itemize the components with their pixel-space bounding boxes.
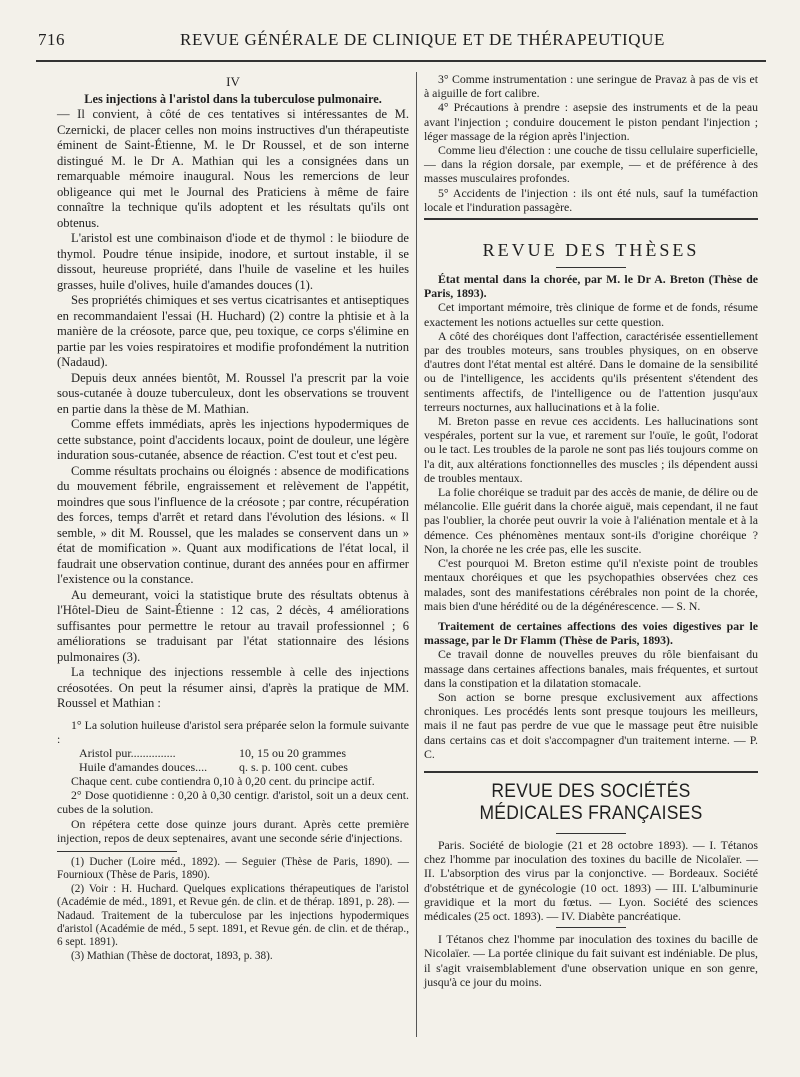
footnotes — [57, 856, 409, 963]
formula-item: Aristol pur............... — [79, 745, 176, 760]
paragraph: 4° Précautions à prendre : asepsie des instruments et de la peau avant l'injection ; conduire doucement le piston pendant l'injection ; léger massage de la région après l'injection. — [424, 100, 758, 143]
formula — [57, 746, 409, 774]
footnote: (1) Ducher (Loire méd., 1892). — Seguier (Thèse de Paris, 1890). — Fournioux (Thèse de Paris, 1890). — [57, 855, 409, 882]
left-column — [57, 72, 409, 963]
right-column — [424, 72, 758, 989]
paragraph: Comme effets immédiats, après les injections hypodermiques de cette substance, point d'accidents locaux, point de douleur, une légère induration sous-cutanée, absence de réaction. C'est tout et c'est peu. — [57, 417, 409, 462]
footnote: (2) Voir : H. Huchard. Quelques explications thérapeutiques de l'aristol (Académie de méd., 1891, et Revue gén. de clin. et de thérap. 1891, p. 28). — Nadaud. Traitement de la tuberculose par les injections hypodermiques d'aristol (Académie de méd., 5 sept. 1891, et Revue gén. de clin. et de thérap., 6 sept. 1891). — [57, 882, 409, 949]
paragraph: Au demeurant, voici la statistique brute des résultats obtenus à l'Hôtel-Dieu de Saint-Étienne : 12 cas, 2 décès, 4 améliorations suffisantes pour permettre le retour au travail professionnel ; 6 améliorations se traduisant par l'état stationnaire des lésions pulmonaires (3). — [57, 587, 409, 664]
paragraph: C'est pourquoi M. Breton estime qu'il n'existe point de troubles mentaux choréiques et que les psychopathies observées chez ces malades, sont des manifestations cérébrales non point de la chorée, mais bien d'une hérédité ou de la dégénérescence. — S. N. — [424, 556, 758, 613]
article-title: État mental dans la chorée, par M. le Dr A. Breton (Thèse de Paris, 1893). — [424, 272, 758, 301]
paragraph: A côté des choréiques dont l'affection, caractérisée essentiellement par des troubles moteurs, sans troubles physiques, on en observe d'autres dont l'état mental est altéré. Dans le domaine de la sensibilité ou de l'intelligence, les accidents qu'ils présentent s'étendent des sentiments affectifs, de l'intelligence ou de l'attention jusqu'aux terreurs nocturnes, aux hallucinations et à la folie. — [424, 328, 758, 414]
paragraph: Ses propriétés chimiques et ses vertus cicatrisantes et antiseptiques en recommandaient l'essai (H. Huchard) (2) contre la phtisie et à la manière de la créosote, parce que, peu toxique, ce corps s'élimine en partie par les voies respiratoires et modifie profondément la nutrition (Nadaud). — [57, 293, 409, 369]
paragraph: Comme résultats prochains ou éloignés : absence de modifications du mouvement fébrile, engraissement et relèvement de l'appétit, moindres que sous l'influence de la créosote ; par contre, récupération des forces, temps d'arrêt et retard dans l'évolution des lésions. « Il semble, » dit M. Roussel, que les malades se conservent dans un » état de momification ». Quant aux modifications de l'état local, il faudrait une observation continue, durant des années pour en affirmer l'existence ou la constance. — [57, 463, 409, 586]
section-number: IV — [226, 74, 240, 89]
header-rule — [36, 60, 766, 62]
paragraph: 1° La solution huileuse d'aristol sera préparée selon la formule suivante : — [57, 717, 409, 746]
paragraph: I Tétanos chez l'homme par inoculation des toxines du bacille de Nicolaïer. — La portée clinique du fait suivant est indéniable. De plus, il s'agit vraisemblablement d'une observation unique en son genre, jusqu'à ce jour du moins. — [424, 932, 758, 989]
section-rule — [556, 267, 626, 268]
formula-row — [79, 760, 409, 774]
article-title: Traitement de certaines affections des voies digestives par le massage, par le Dr Flamm (Thèse de Paris, 1893). — [424, 618, 758, 648]
section-rule — [556, 927, 626, 928]
formula-item: Huile d'amandes douces.... — [79, 759, 208, 774]
paragraph: On répétera cette dose quinze jours durant. Après cette première injection, repos de deux septenaires, avant une seconde série d'injections. — [57, 816, 409, 845]
paragraph: Ce travail donne de nouvelles preuves du rôle bienfaisant du massage dans certaines affections banales, mais fréquentes, et surtout dans la constipation et la dilatation stomacale. — [424, 647, 758, 690]
section-rule — [424, 218, 758, 220]
paragraph: M. Breton passe en revue ces accidents. Les hallucinations sont vespérales, portent sur la vue, et rarement sur l'ouïe, le goût, l'odorat ou le tact. Les troubles de la parole ne sont pas liés toujours comme on l'a dit, aux altérations fonctionnelles des muscles ; ils dépendent aussi de troubles mentaux. — [424, 414, 758, 485]
paragraph: Son action se borne presque exclusivement aux affections chroniques. Les procédés lents sont presque toujours les meilleurs, mais il ne faut pas perdre de vue que le massage peut être nuisible dans certains cas et doit s'accompagner d'un traitement interne. — P. C. — [424, 689, 758, 761]
societes-title: REVUE DES SOCIÉTÉS MÉDICALES FRANÇAISES — [479, 780, 703, 824]
section-rule — [424, 771, 758, 773]
section-title: Les injections à l'aristol dans la tuberculose pulmonaire. — [84, 92, 382, 106]
theses-title: REVUE DES THÈSES — [482, 240, 700, 261]
column-divider — [416, 72, 417, 1037]
paragraph: La folie choréique se traduit par des accès de manie, de délire ou de mélancolie. Elle guérit dans la chorée aiguë, mais cependant, il ne faut pas l'oublier, la chorée peut ouvrir la voie à l'aliénation mentale et à la démence. Ces phénomènes mentaux sont-ils d'origine choréique ? Non, la chorée ne les crée pas, elle les suscite. — [424, 485, 758, 556]
paragraph: 3° Comme instrumentation : une seringue de Pravaz à pas de vis et à aiguille de fort calibre. — [424, 72, 758, 101]
footnote: (3) Mathian (Thèse de doctorat, 1893, p. 38). — [71, 949, 273, 962]
page-header — [30, 26, 770, 56]
formula-qty: q. s. p. 100 cent. cubes — [239, 759, 348, 774]
footnote-rule — [57, 851, 177, 852]
section-rule — [556, 833, 626, 834]
paragraph: Depuis deux années bientôt, M. Roussel l'a prescrit par la voie sous-cutanée à douze tuberculeux, dont les observations se trouvent en partie dans la thèse de M. Mathian. — [57, 370, 409, 416]
paragraph: 2° Dose quotidienne : 0,20 à 0,30 centigr. d'aristol, soit un a deux cent. cubes de la solution. — [57, 788, 409, 817]
paragraph: 5° Accidents de l'injection : ils ont été nuls, sauf la tuméfaction locale et l'induration passagère. — [424, 185, 758, 214]
paragraph: Comme lieu d'élection : une couche de tissu cellulaire superficielle, — dans la région dorsale, par exemple, — et de préférence à des masses musculaires profondes. — [424, 143, 758, 186]
running-head: REVUE GÉNÉRALE DE CLINIQUE ET DE THÉRAPEUTIQUE — [180, 30, 665, 49]
formula-qty: 10, 15 ou 20 grammes — [239, 745, 346, 760]
paragraph: Paris. Société de biologie (21 et 28 octobre 1893). — I. Tétanos chez l'homme par inoculation des toxines du bacille de Nicolaïer. — II. L'absorption des virus par la conjonctive. — Bordeaux. Société d'obstétrique et de gynécologie (10 oct. 1893) — III. L'albuminurie gravidique et la mort du fœtus. — Lyon. Société des sciences médicales (25 oct. 1893). — IV. Diabète pancréatique. — [424, 837, 758, 923]
paragraph: L'aristol est une combinaison d'iode et de thymol : le biiodure de thymol. Poudre ténue insipide, inodore, et surtout instable, il se dissout, heureuse propriété, dans l'huile de vaseline et les huiles grasses, huile d'olives, huile d'amandes douces (1). — [57, 231, 409, 292]
paragraph: Cet important mémoire, très clinique de forme et de fonds, résume exactement les notions actuelles sur cette question. — [424, 300, 758, 329]
paragraph: Chaque cent. cube contiendra 0,10 à 0,20 cent. du principe actif. — [71, 773, 375, 788]
paragraph: — Il convient, à côté de ces tentatives si intéressantes de M. Czernicki, de placer celles non moins instructives d'un thérapeutiste éminent de Saint-Étienne, M. le Dr Roussel, et de son interne distingué M. le Dr A. Mathian qui les a consignées dans un remarquable mémoire inaugural. Nous les remercions de leur obligeance qui met le Journal des Praticiens à même de faire connaître la technique qu'ils adoptent et les résultats qu'ils ont obtenus. — [57, 107, 409, 230]
paragraph: La technique des injections ressemble à celle des injections créosotées. On peut la résumer ainsi, d'après la pratique de MM. Roussel et Mathian : — [57, 665, 409, 710]
formula-row — [79, 746, 409, 760]
page-number: 716 — [38, 30, 65, 49]
